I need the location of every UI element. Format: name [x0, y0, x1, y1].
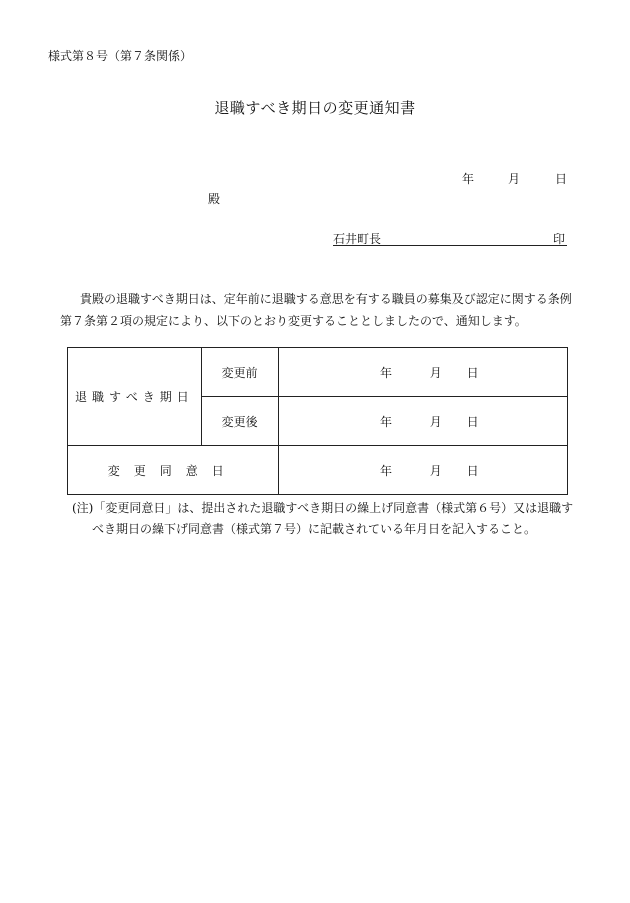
signatory-name: 石井町長 [333, 232, 382, 246]
issue-year-label: 年 [462, 172, 475, 186]
before-month-label: 月 [429, 365, 442, 380]
retirement-date-header: 退職すべき期日 [68, 348, 202, 446]
consent-year-label: 年 [379, 463, 392, 478]
footnote [60, 498, 580, 540]
issue-month-label: 月 [508, 172, 521, 186]
after-change-date [278, 397, 567, 446]
date-change-table [67, 347, 568, 495]
notice-body [60, 288, 580, 332]
consent-date-header: 変更同意日 [68, 446, 279, 495]
after-day-label: 日 [466, 414, 479, 429]
footnote-line-1: (注)「変更同意日」は、提出された退職すべき期日の繰上げ同意書（様式第６号）又は退職す [72, 501, 574, 515]
before-day-label: 日 [466, 365, 479, 380]
after-month-label: 月 [429, 414, 442, 429]
document-title: 退職すべき期日の変更通知書 [214, 99, 416, 117]
before-change-date [278, 348, 567, 397]
consent-date [278, 446, 567, 495]
issue-day-label: 日 [555, 172, 568, 186]
table-row [68, 446, 568, 495]
table-row [68, 348, 568, 397]
addressee-honorific: 殿 [208, 192, 221, 206]
before-year-label: 年 [379, 365, 392, 380]
after-year-label: 年 [379, 414, 392, 429]
after-change-label: 変更後 [201, 397, 278, 446]
footnote-line-2: べき期日の繰下げ同意書（様式第７号）に記載されている年月日を記入すること。 [92, 522, 537, 536]
notice-body-line-2: 第７条第２項の規定により、以下のとおり変更することとしましたので、通知します。 [60, 314, 527, 328]
notice-body-line-1: 貴殿の退職すべき期日は、定年前に退職する意思を有する職員の募集及び認定に関する条例 [80, 292, 572, 306]
form-number: 様式第８号（第７条関係） [48, 49, 193, 63]
before-change-label: 変更前 [201, 348, 278, 397]
consent-month-label: 月 [429, 463, 442, 478]
consent-day-label: 日 [466, 463, 479, 478]
seal-mark: 印 [553, 232, 566, 246]
